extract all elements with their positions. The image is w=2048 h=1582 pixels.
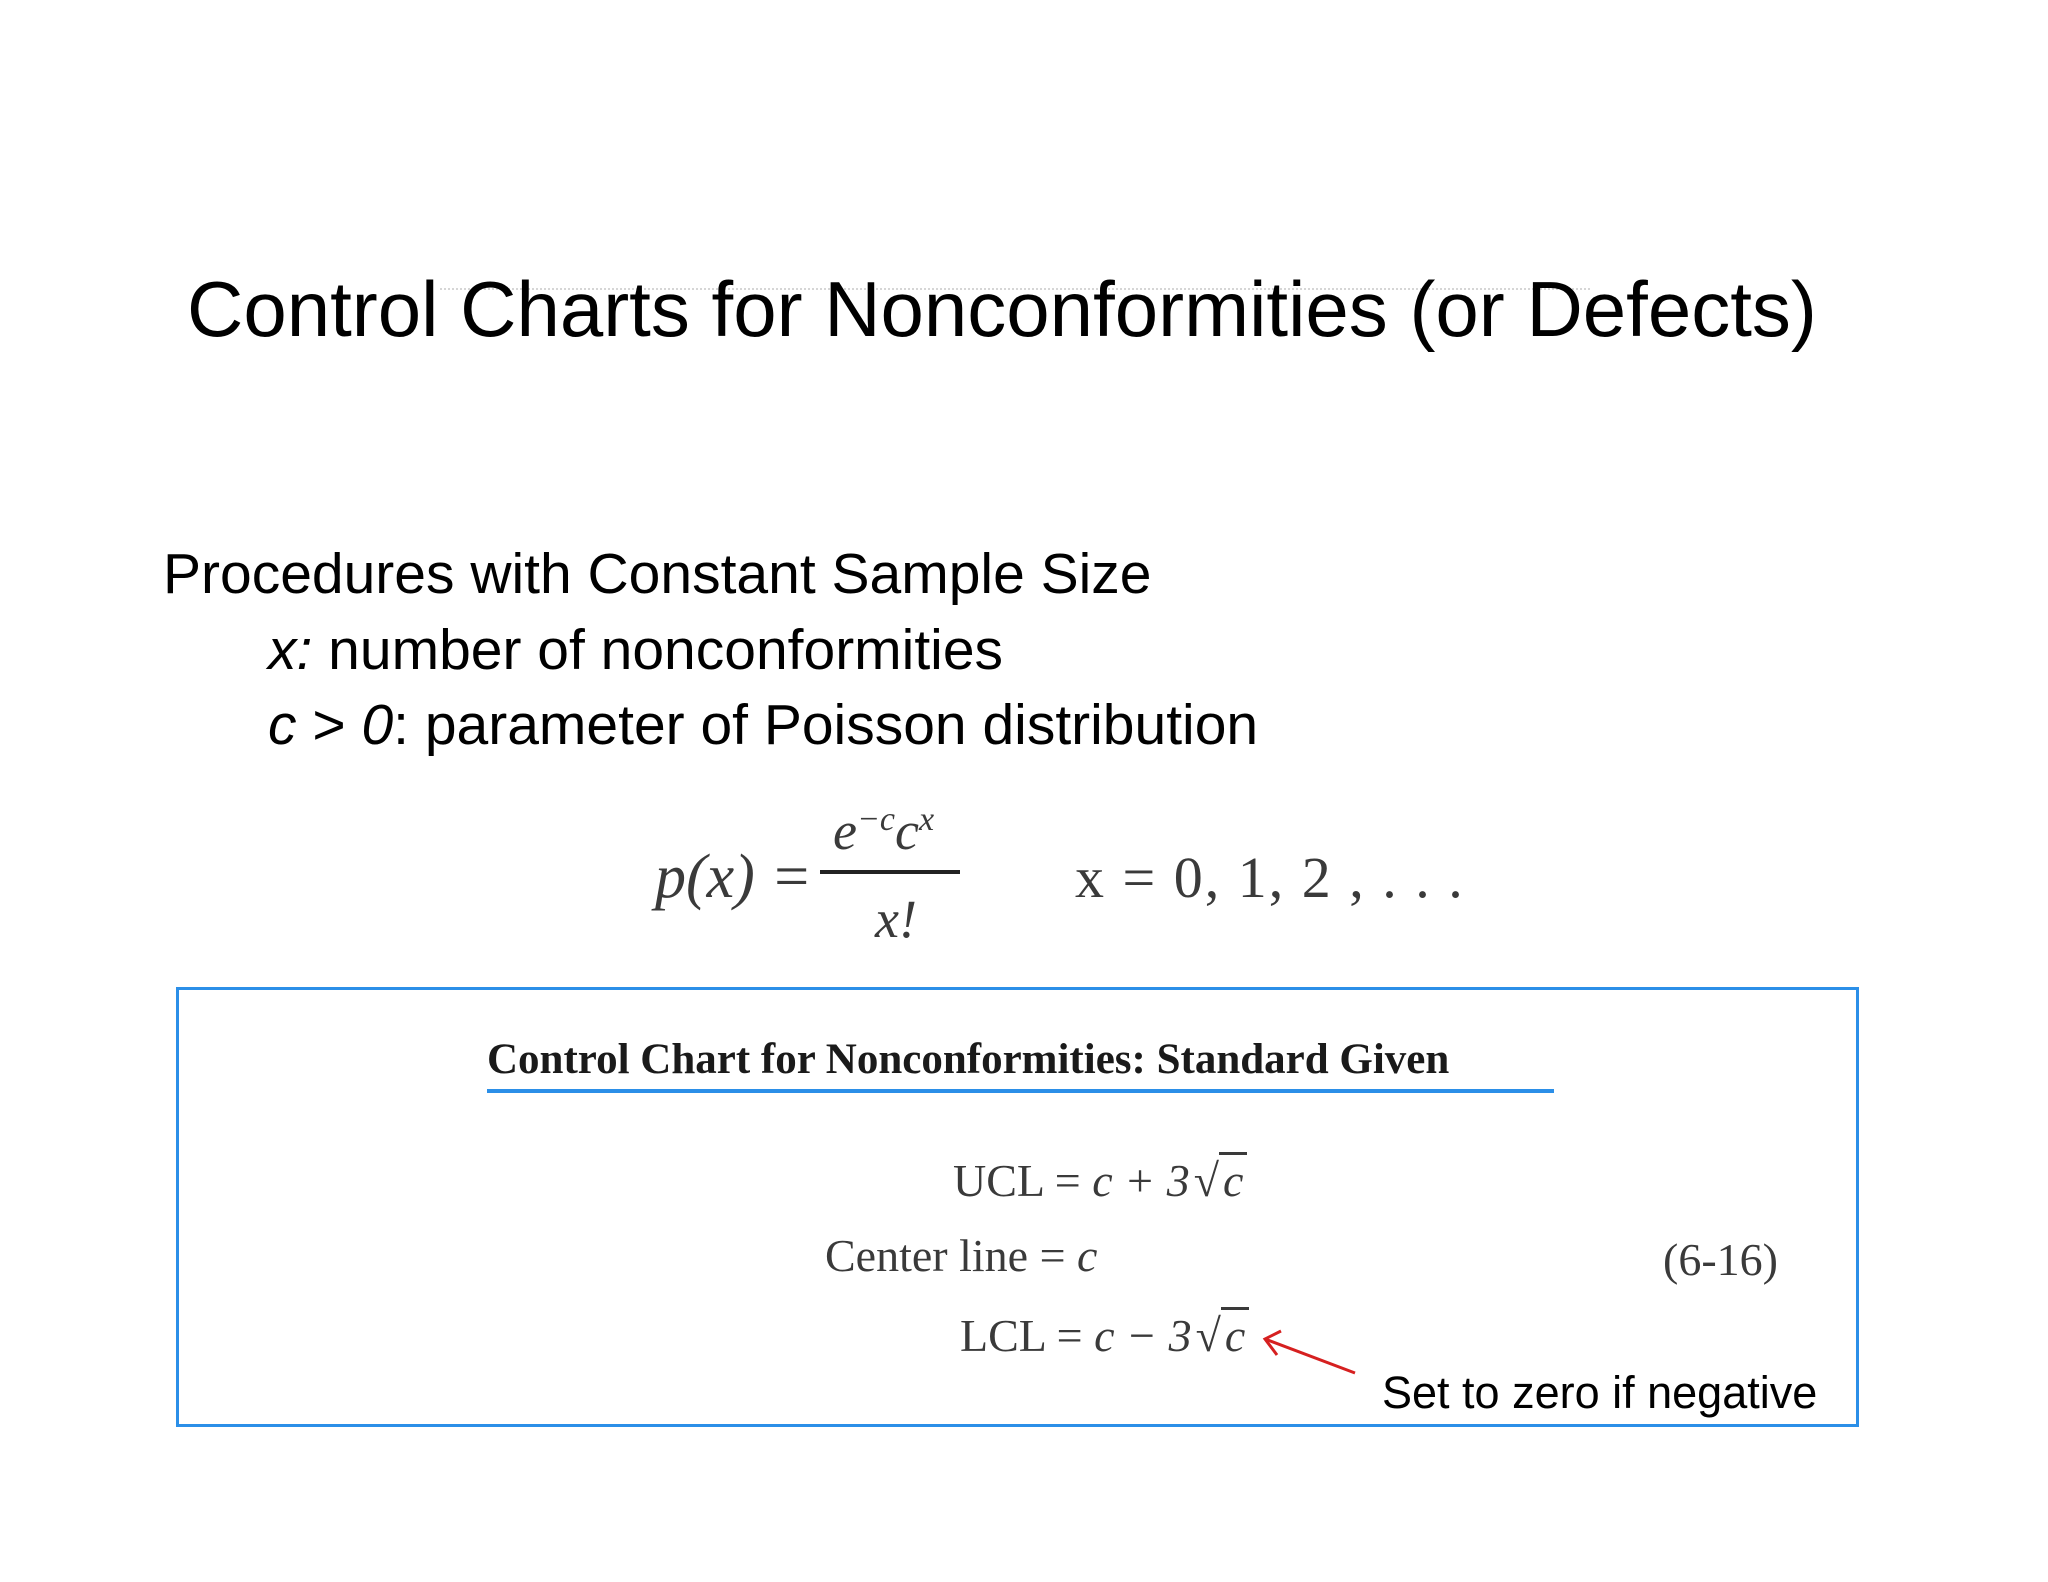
box-title: Control Chart for Nonconformities: Standard Given	[487, 1036, 1450, 1083]
equation-number: (6-16)	[1663, 1234, 1778, 1285]
poisson-formula	[655, 800, 1475, 950]
fraction-bar	[820, 870, 960, 874]
slide-title: Control Charts for Nonconformities (or Defects)	[187, 265, 1817, 353]
poisson-lhs: p(x) =	[655, 843, 813, 911]
box-title-underline	[487, 1089, 1554, 1093]
definition-x	[268, 618, 1004, 682]
poisson-domain: x = 0, 1, 2 , . . .	[1075, 845, 1465, 910]
lcl-expression: c − 3	[1094, 1310, 1192, 1361]
symbol-x: x:	[268, 618, 313, 682]
ucl-equation	[953, 1155, 1247, 1206]
lcl-label: LCL =	[960, 1310, 1095, 1361]
sqrt-icon: √c	[1192, 1313, 1250, 1359]
symbol-zero: 0	[361, 693, 394, 757]
symbol-c: c	[268, 693, 297, 757]
negative-note: Set to zero if negative	[1382, 1367, 1818, 1418]
symbol-greater-than: >	[296, 693, 362, 757]
arrow-icon	[1255, 1325, 1365, 1385]
section-heading: Procedures with Constant Sample Size	[163, 542, 1152, 606]
ucl-label: UCL =	[953, 1155, 1093, 1206]
definition-c-text: : parameter of Poisson distribution	[393, 693, 1259, 757]
center-line-label: Center line =	[825, 1230, 1078, 1281]
poisson-denominator: x!	[875, 889, 917, 949]
definition-x-text: number of nonconformities	[312, 618, 1004, 682]
sqrt-icon: √c	[1190, 1158, 1248, 1204]
ucl-expression: c + 3	[1092, 1155, 1190, 1206]
definition-c	[268, 693, 1259, 757]
lcl-equation	[960, 1310, 1249, 1361]
center-line-equation	[825, 1230, 1098, 1281]
poisson-numerator: $e^{-c}c^x$	[833, 801, 935, 861]
center-line-expression: c	[1077, 1230, 1098, 1281]
